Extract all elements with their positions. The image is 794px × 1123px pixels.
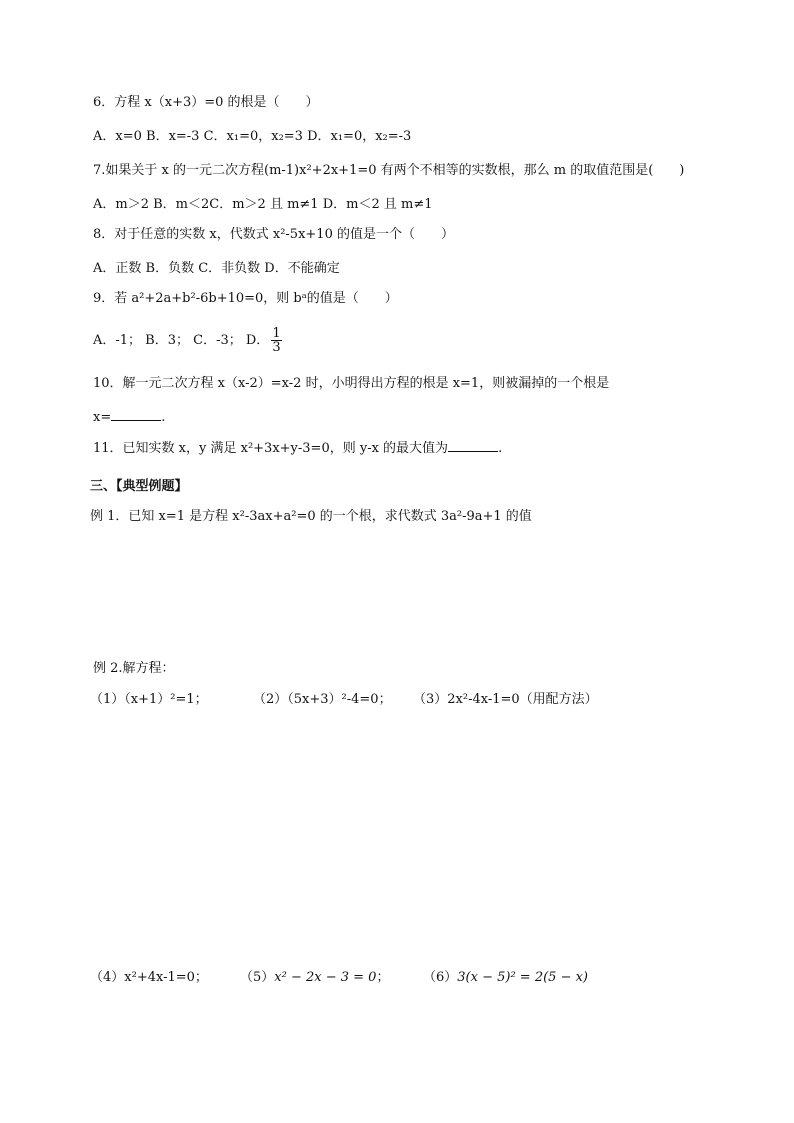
question-6-stem: 6．方程 x（x+3）=0 的根是（ ） [93, 95, 319, 110]
fraction-numerator: 1 [272, 326, 281, 341]
question-10-answer-line [93, 408, 165, 427]
section-3-title: 三、【典型例题】 [90, 479, 188, 494]
example-1-text: 例 1．已知 x=1 是方程 x²-3ax+a²=0 的一个根，求代数式 3a²-9a+1 的值 [90, 509, 532, 524]
answer-blank[interactable] [448, 439, 498, 452]
example-2-part-1: （1）（x+1）²=1； [90, 692, 208, 707]
question-9-options [93, 324, 282, 358]
question-7-options: A．m＞2 B．m＜2C．m＞2 且 m≠1 D．m＜2 且 m≠1 [93, 197, 433, 212]
question-9-stem: 9．若 a²+2a+b²-6b+10=0，则 bᵃ的值是（ ） [93, 291, 398, 306]
example-2-title: 例 2.解方程： [93, 661, 175, 676]
question-10-answer-suffix: . [161, 410, 166, 425]
question-9-options-text: A．-1； B．3； C．-3； D． [93, 333, 270, 348]
question-8-stem: 8．对于任意的实数 x，代数式 x²-5x+10 的值是一个（ ） [93, 227, 454, 242]
example-2-part-6 [423, 969, 588, 987]
example-2-part-5-end: ； [376, 970, 390, 985]
example-2-part-6-label: （6） [423, 970, 458, 985]
question-11-stem: 11．已知实数 x，y 满足 x²+3x+y-3=0，则 y-x 的最大值为 [93, 441, 449, 456]
question-6-options: A．x=0 B．x=-3 C．x₁=0，x₂=3 D．x₁=0，x₂=-3 [93, 129, 412, 144]
fraction-one-third [271, 327, 281, 354]
answer-blank[interactable] [111, 408, 161, 421]
question-11-line [93, 439, 502, 458]
example-2-part-5-equation: x² − 2x − 3 = 0 [274, 970, 377, 985]
example-2-part-6-equation: 3(x − 5)² = 2(5 − x) [457, 970, 588, 985]
question-11-suffix: . [498, 441, 503, 456]
example-2-part-4: （4）x²+4x-1=0； [90, 970, 208, 985]
question-7-stem: 7.如果关于 x 的一元二次方程(m-1)x²+2x+1=0 有两个不相等的实数根，那么 m 的取值范围是( ) [93, 163, 685, 178]
question-8-options: A．正数 B．负数 C．非负数 D．不能确定 [93, 261, 340, 276]
question-10-answer-prefix: x= [93, 410, 112, 425]
fraction-denominator: 3 [272, 340, 281, 355]
example-2-part-2: （2）（5x+3）²-4=0； [253, 692, 392, 707]
example-2-part-5 [240, 969, 389, 987]
example-2-part-5-label: （5） [240, 970, 275, 985]
question-10-stem: 10．解一元二次方程 x（x-2）=x-2 时，小明得出方程的根是 x=1，则被漏掉的一个根是 [93, 376, 610, 391]
example-2-part-3: （3）2x²-4x-1=0（用配方法） [413, 692, 598, 707]
